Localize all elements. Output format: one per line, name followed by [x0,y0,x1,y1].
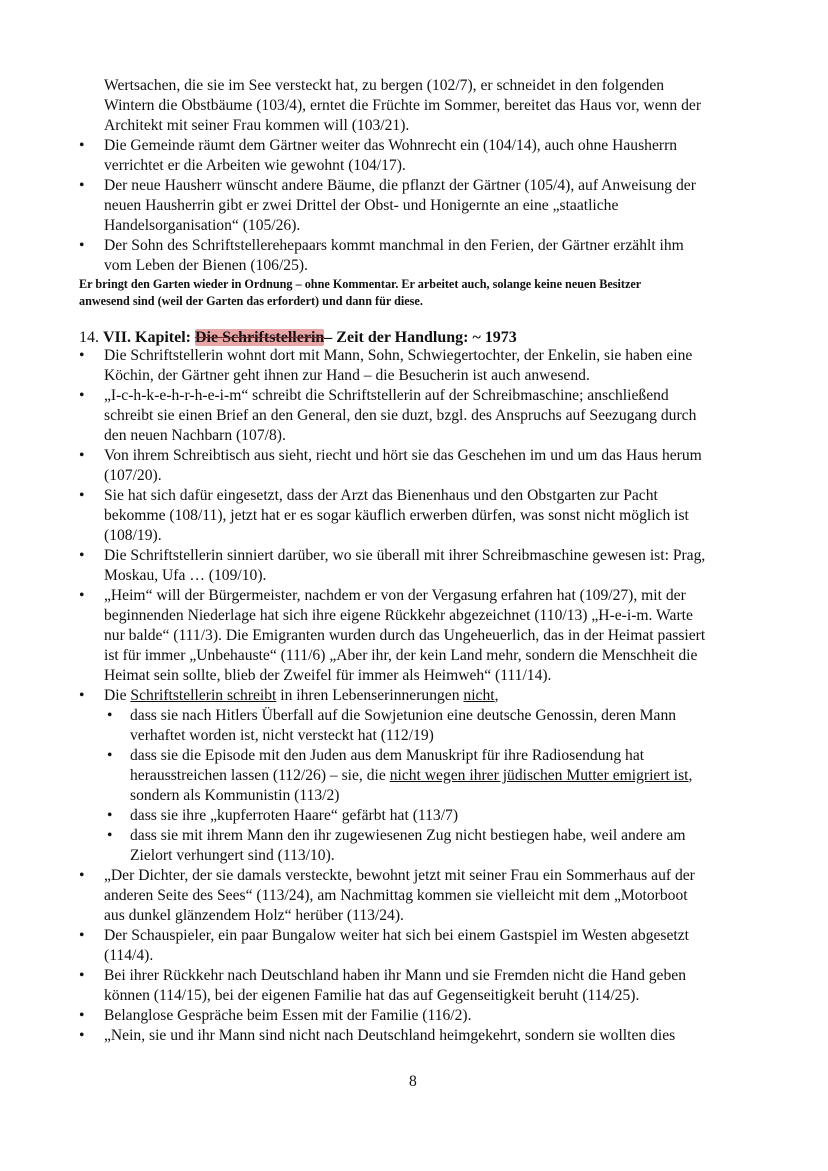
not-written-part: Die [104,687,131,704]
bullet-text-line: „I-c-h-k-e-h-r-h-e-i-m“ schreibt die Schriftstellerin auf der Schreibmaschine; anschließend [104,387,669,404]
bullet-icon: • [107,827,113,844]
bullet-text-line: bekomme (108/11), jetzt hat er es sogar käuflich erwerben dürfen, was sonst nicht möglich ist [104,507,689,524]
bullet-text-line: Die Gemeinde räumt dem Gärtner weiter das Wohnrecht ein (104/14), auch ohne Hausherrn [104,137,678,154]
sub-bullet-text-line: dass sie mit ihrem Mann den ihr zugewiesenen Zug nicht bestiegen habe, weil andere am [130,827,686,844]
bullet-text-line: Heimat sein sollte, blieb der Zweifel für immer als Heimweh“ (111/14). [104,667,552,684]
sub-bullet-part: , [688,767,693,784]
bullet-text-line: Der Schauspieler, ein paar Bungalow weiter hat sich bei einem Gastspiel im Westen abgesetzt [104,927,690,944]
intro-line: Architekt mit seiner Frau kommen will (103/21). [104,117,410,134]
intro-line: Wintern die Obstbäume (103/4), erntet die Früchte im Sommer, bereitet das Haus vor, wenn der [104,97,702,114]
heading-rest: – Zeit der Handlung: ~ 1973 [324,329,517,346]
sub-bullet-text-line [130,766,692,786]
bullet-icon: • [79,867,85,884]
bold-summary-note: Er bringt den Garten wieder in Ordnung – ohne Kommentar. Er arbeitet auch, solange keine neuen Besitzer [79,277,642,291]
bullet-text-line: (107/20). [104,467,162,484]
bullet-icon: • [79,347,85,364]
bullet-icon: • [107,707,113,724]
bullet-icon: • [79,487,85,504]
bullet-text-line: Bei ihrer Rückkehr nach Deutschland haben ihr Mann und sie Fremden nicht die Hand geben [104,967,686,984]
bullet-icon: • [79,547,85,564]
bullet-text-line: Die Schriftstellerin sinniert darüber, wo sie überall mit ihrer Schreibmaschine gewesen ist: Prag, [104,547,706,564]
not-written-part: Schriftstellerin schreibt [130,687,277,704]
bullet-text-line: vom Leben der Bienen (106/25). [104,257,308,274]
bullet-icon: • [79,137,85,154]
intro-line: Wertsachen, die sie im See versteckt hat, zu bergen (102/7), er schneidet in den folgenden [104,77,665,94]
sub-bullet-text-line: sondern als Kommunistin (113/2) [130,787,340,804]
bullet-text-line: schreibt sie einen Brief an den General, den sie duzt, bzgl. des Anspruchs auf Seezugang durch [104,407,697,424]
not-written-intro [104,686,499,706]
sub-bullet-text-line: verhaftet worden ist, nicht versteckt hat (112/19) [130,727,434,744]
bullet-icon: • [79,237,85,254]
bullet-text-line: Der neue Hausherr wünscht andere Bäume, die pflanzt der Gärtner (105/4), auf Anweisung der [104,177,696,194]
bullet-text-line: Handelsorganisation“ (105/26). [104,217,301,234]
bullet-text-line: (108/19). [104,527,162,544]
bullet-text-line: ist für immer „Unbehauste“ (111/6) „Aber ihr, der kein Land mehr, sondern die Menschheit die [104,647,698,664]
bullet-text-line: Belanglose Gespräche beim Essen mit der Familie (116/2). [104,1007,472,1024]
sub-bullet-text-line: dass sie nach Hitlers Überfall auf die Sowjetunion eine deutsche Genossin, deren Mann [130,707,677,724]
bullet-text-line: den neuen Nachbarn (107/8). [104,427,286,444]
bullet-text-line: Von ihrem Schreibtisch aus sieht, riecht und hört sie das Geschehen im und um das Haus herum [104,447,702,464]
bullet-text-line: anderen Seite des Sees“ (113/24), am Nachmittag kommen sie vielleicht mit dem „Motorboot [104,887,688,904]
bullet-icon: • [79,1027,85,1044]
not-written-part: nicht [463,687,495,704]
bullet-text-line: „Heim“ will der Bürgermeister, nachdem er von der Vergasung erfahren hat (109/27), mit der [104,587,686,604]
bullet-icon: • [79,387,85,404]
bullet-icon: • [79,967,85,984]
bullet-text-line: Die Schriftstellerin wohnt dort mit Mann, Sohn, Schwiegertochter, der Enkelin, sie haben eine [104,347,693,364]
bullet-text-line: „Nein, sie und ihr Mann sind nicht nach Deutschland heimgekehrt, sondern sie wollten dies [104,1027,676,1044]
sub-bullet-text-line: dass sie ihre „kupferroten Haare“ gefärbt hat (113/7) [130,807,459,824]
not-written-part: , [494,687,499,704]
sub-bullet-part: nicht wegen ihrer jüdischen Mutter emigriert ist [389,767,689,784]
bullet-icon: • [107,807,113,824]
not-written-part: in ihren Lebenserinnerungen [276,687,464,704]
bullet-text-line: nur balde“ (111/3). Die Emigranten wurden durch das Ungeheuerlich, das in der Heimat passiert [104,627,706,644]
bold-summary-note: anwesend sind (weil der Garten das erfordert) und dann für diese. [79,294,423,308]
bullet-text-line: aus dunkel glänzendem Holz“ herüber (113/24). [104,907,404,924]
bullet-text-line: „Der Dichter, der sie damals versteckte, bewohnt jetzt mit seiner Frau ein Sommerhaus auf der [104,867,695,884]
bullet-text-line: Köchin, der Gärtner geht ihnen zur Hand – die Besucherin ist auch anwesend. [104,367,590,384]
bullet-text-line: Moskau, Ufa … (109/10). [104,567,267,584]
bullet-icon: • [79,1007,85,1024]
bullet-text-line: Der Sohn des Schriftstellerehepaars kommt manchmal in den Ferien, der Gärtner erzählt ihm [104,237,684,254]
page-number: 8 [409,1073,417,1090]
bullet-icon: • [107,747,113,764]
bullet-icon: • [79,177,85,194]
bullet-icon: • [79,447,85,464]
bullet-icon: • [79,687,85,704]
bullet-icon: • [79,587,85,604]
bullet-text-line: neuen Hausherrin gibt er zwei Drittel der Obst- und Honigernte an eine „staatliche [104,197,619,214]
chapter-heading [79,328,517,348]
bullet-text-line: verrichtet er die Arbeiten wie gewohnt (104/17). [104,157,406,174]
bullet-text-line: können (114/15), bei der eigenen Familie hat das auf Gegenseitigkeit beruht (114/25). [104,987,640,1004]
heading-number: 14. [79,329,99,346]
bullet-text-line: Sie hat sich dafür eingesetzt, dass der Arzt das Bienenhaus und den Obstgarten zur Pacht [104,487,658,504]
bullet-text-line: (114/4). [104,947,154,964]
heading-highlighted-title: Die Schriftstellerin [195,329,325,346]
bullet-icon: • [79,927,85,944]
sub-bullet-text-line: dass sie die Episode mit den Juden aus dem Manuskript für ihre Radiosendung hat [130,747,645,764]
bullet-text-line: beginnenden Niederlage hat sich ihre eigene Rückkehr abgezeichnet (110/13) „H-e-i-m. Warte [104,607,693,624]
heading-chapter: VII. Kapitel: [103,329,191,346]
sub-bullet-part: herausstreichen lassen (112/26) – sie, die [130,767,390,784]
sub-bullet-text-line: Zielort verhungert sind (113/10). [130,847,335,864]
